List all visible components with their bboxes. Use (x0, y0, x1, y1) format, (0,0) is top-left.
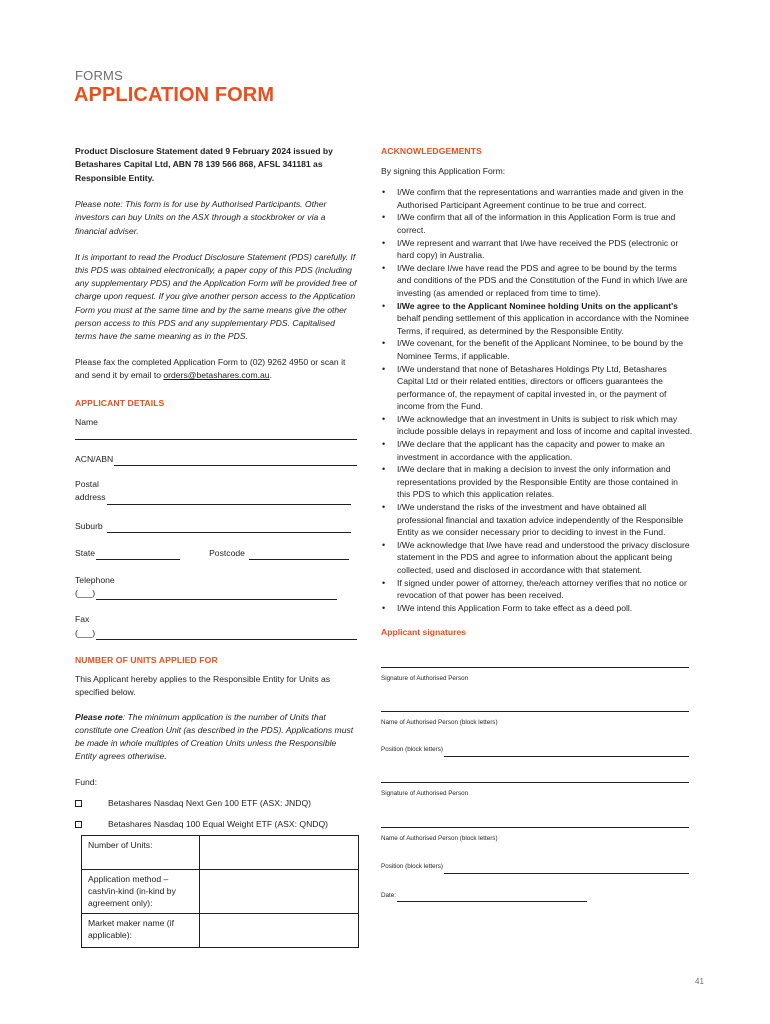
fund-option-label: Betashares Nasdaq 100 Equal Weight ETF (ASX: QNDQ) (108, 818, 329, 829)
signature-field-1[interactable] (381, 658, 689, 668)
list-item: • I/We declare that in making a decision to invest the only information and representations provided by the Responsible Entity are those contained in this PDS to which this application relates. (381, 463, 693, 501)
signature-field-2[interactable] (381, 773, 689, 783)
list-item: • I/We acknowledge that I/we have read and understood the privacy disclosure statement in the PDS and agree to information about the applicant being collected, used and disclosed in accordance with that statement. (381, 539, 693, 577)
units-applies-text: This Applicant hereby applies to the Responsible Entity for Units as specified below. (75, 674, 331, 698)
market-maker-label: Market maker name (if applicable): (82, 913, 200, 947)
application-method-label: Application method – cash/in-kind (in-kind by agreement only): (82, 869, 200, 913)
list-item: • I/We represent and warrant that I/we have received the PDS (electronic or hard copy) in Australia. (381, 237, 693, 262)
list-item: • I/We acknowledge that an investment in Units is subject to risk which may include possible delays in repayment and loss of income and capital invested. (381, 413, 693, 438)
acknowledgements-list (381, 186, 693, 614)
acknowledgements-intro: By signing this Application Form: (381, 165, 506, 176)
state-postcode-row (75, 547, 357, 560)
fax-area-code[interactable]: (___) (75, 627, 96, 638)
acn-abn-field[interactable] (114, 456, 357, 466)
jndq-checkbox[interactable] (75, 800, 82, 807)
table-row (82, 913, 359, 947)
market-maker-field[interactable] (200, 913, 359, 947)
date-field[interactable] (397, 894, 587, 902)
name-field-2[interactable] (381, 818, 689, 828)
usage-note: Please note: This form is for use by Authorised Participants. Other investors can buy Units on the ASX through a stockbroker or via a financial adviser. (75, 199, 327, 236)
date-row (381, 890, 587, 903)
fax-field[interactable] (96, 630, 357, 640)
postcode-label: Postcode (209, 547, 245, 558)
name-caption-1: Name of Authorised Person (block letters) (381, 718, 498, 726)
position-row-1 (381, 744, 689, 757)
suburb-row (75, 520, 357, 533)
fund-option-label: Betashares Nasdaq Next Gen 100 ETF (ASX: JNDQ) (108, 797, 311, 808)
name-field[interactable] (75, 430, 357, 440)
acn-abn-label: ACN/ABN (75, 454, 114, 465)
units-note: Please note: The minimum application is the number of Units that constitute one Creation Unit (as described in the PDS). Applications must be made in whole multiples of Creation Units unless the Responsible Entity agrees otherwise. (75, 711, 354, 762)
number-of-units-field[interactable] (200, 835, 359, 869)
fund-option-jndq[interactable] (75, 797, 357, 810)
fund-option-qndq[interactable] (75, 818, 357, 831)
list-item: • I/We confirm that all of the information in this Application Form is true and correct. (381, 211, 693, 236)
date-label: Date: (381, 891, 397, 899)
signature-caption-2: Signature of Authorised Person (381, 789, 469, 797)
position-label: Position (block letters) (381, 862, 443, 870)
list-item: • I/We declare that the applicant has the capacity and power to make an investment in accordance with the application. (381, 438, 693, 463)
state-label: State (75, 547, 96, 558)
suburb-field[interactable] (107, 523, 351, 533)
units-heading: NUMBER OF UNITS APPLIED FOR (75, 654, 218, 665)
fax-instructions: Please fax the completed Application Form to (02) 9262 4950 or scan it and send it by email to orders@betashares.com.au. (75, 357, 346, 381)
application-method-field[interactable] (200, 869, 359, 913)
list-item: • I/We covenant, for the benefit of the Applicant Nominee, to be bound by the Nominee Terms, if applicable. (381, 337, 693, 362)
list-item: • I/We confirm that the representations and warranties made and given in the Authorised Participant Agreement continue to be true and correct. (381, 186, 693, 211)
name-label: Name (75, 416, 98, 427)
qndq-checkbox[interactable] (75, 821, 82, 828)
list-item: • I/We declare I/we have read the PDS and agree to be bound by the terms and conditions of the PDS and the Constitution of the Fund in which I/we are investing (as amended or replaced from time to time). (381, 262, 693, 300)
telephone-field[interactable] (96, 590, 337, 600)
section-label: FORMS (75, 68, 123, 83)
name-field-1[interactable] (381, 702, 689, 712)
suburb-label: Suburb (75, 520, 103, 531)
number-of-units-label: Number of Units: (82, 835, 200, 869)
fax-row (75, 627, 357, 640)
signature-caption-1: Signature of Authorised Person (381, 674, 469, 682)
address-field[interactable] (107, 495, 351, 505)
list-item: • I/We agree to the Applicant Nominee holding Units on the applicant's behalf pending settlement of this application in accordance with the Nominee Terms, if required, as determined by the Responsible Entity. (381, 300, 693, 338)
applicant-details-heading: APPLICANT DETAILS (75, 397, 165, 408)
position-row-2 (381, 861, 689, 874)
address-label: address (75, 492, 106, 503)
orders-email-link[interactable]: orders@betashares.com.au (163, 370, 270, 381)
page-title: APPLICATION FORM (74, 84, 275, 106)
position-field-2[interactable] (444, 866, 689, 874)
postcode-field[interactable] (249, 550, 349, 560)
acknowledgements-heading: ACKNOWLEDGEMENTS (381, 146, 482, 156)
state-field[interactable] (96, 550, 180, 560)
page-number: 41 (695, 977, 704, 986)
list-item: • I/We understand the risks of the investment and have obtained all professional financial and taxation advice independently of the Responsible Entity as we consider necessary prior to deciding to invest in the Fund. (381, 501, 693, 539)
important-notice: It is important to read the Product Disclosure Statement (PDS) carefully. If this PDS was obtained electronically, a paper copy of this PDS (including any supplementary PDS) and the Application Form will be provided free of charge upon request. If you give another person access to the Application Form you must at the same time and by the same means give the other person access to this PDS and any supplementary PDS. Capitalised terms have the same meaning as in the PDS. (75, 251, 357, 342)
applicant-signatures-heading: Applicant signatures (381, 627, 466, 638)
telephone-label: Telephone (75, 575, 115, 586)
telephone-area-code[interactable]: (___) (75, 588, 96, 599)
left-column (75, 145, 357, 948)
pds-statement: Product Disclosure Statement dated 9 February 2024 issued by Betashares Capital Ltd, ABN 78 139 566 868, AFSL 341181 as Responsible Entity. (75, 146, 333, 183)
postal-label: Postal (75, 479, 99, 490)
address-row (75, 491, 357, 504)
fax-label: Fax (75, 614, 90, 625)
name-caption-2: Name of Authorised Person (block letters) (381, 835, 498, 843)
list-item: • If signed under power of attorney, the/each attorney verifies that no notice or revocation of that power has been received. (381, 577, 693, 602)
list-item: • I/We intend this Application Form to take effect as a deed poll. (381, 602, 693, 615)
table-row (82, 835, 359, 869)
position-field-1[interactable] (444, 749, 689, 757)
position-label: Position (block letters) (381, 746, 443, 754)
telephone-row (75, 587, 357, 600)
fund-label: Fund: (75, 777, 97, 788)
acn-abn-row (75, 453, 357, 466)
right-column (381, 145, 693, 902)
list-item: • I/We understand that none of Betashares Holdings Pty Ltd, Betashares Capital Ltd or their related entities, directors or officers guarantees the performance of, the repayment of capital invested in, or the payment of income from the Fund. (381, 363, 693, 413)
fax-text: Please fax the completed Application Form to (02) 9262 4950 or scan it and send it by email to (75, 357, 346, 381)
units-table (81, 835, 359, 948)
table-row (82, 869, 359, 913)
